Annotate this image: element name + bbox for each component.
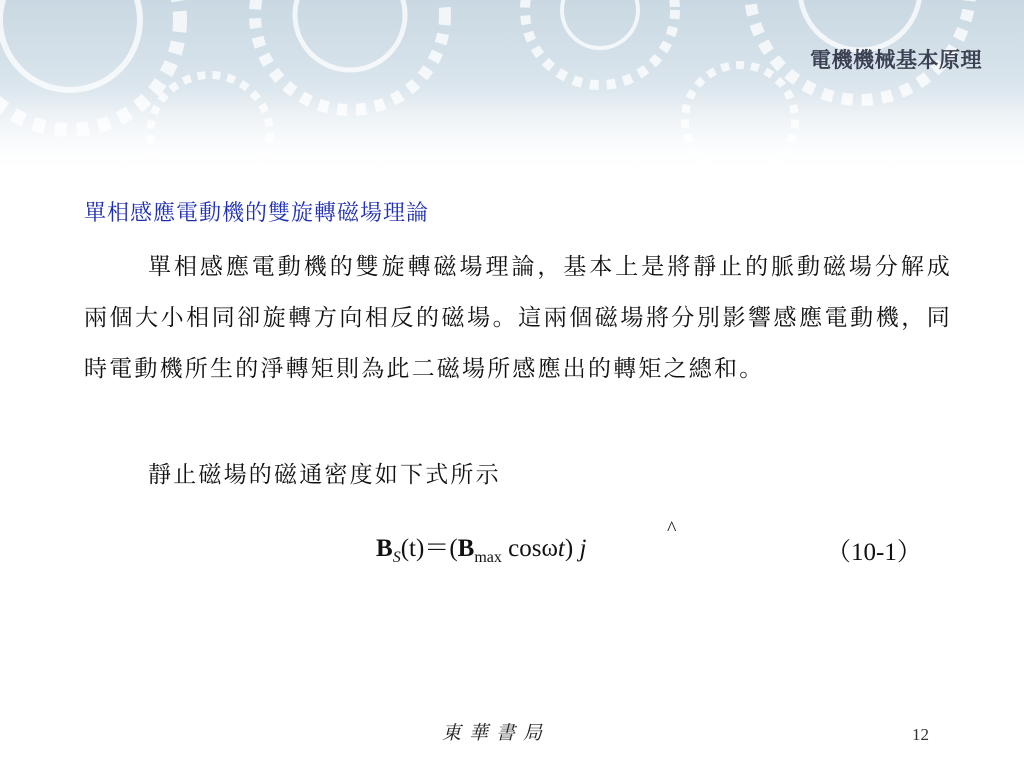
- eq-equals: ＝: [424, 535, 450, 562]
- paragraph-1: 單相感應電動機的雙旋轉磁場理論，基本上是將靜止的脈動磁場分解成兩個大小相同卻旋轉方向相反的磁場。這兩個磁場將分別影響感應電動機，同時電動機所生的淨轉矩則為此二磁場所感應出的轉矩之總和。: [84, 254, 952, 382]
- eq-hat: ^: [667, 518, 677, 540]
- eq-time-var: t: [557, 535, 565, 562]
- eq-lhs-arg: (t): [400, 535, 425, 562]
- header-banner: [0, 0, 1024, 175]
- eq-rhs-subscript: max: [474, 549, 502, 566]
- eq-rhs-symbol: B: [457, 535, 475, 562]
- paragraph-2: 靜止磁場的磁通密度如下式所示: [148, 462, 501, 488]
- brand-title: 電機機械基本原理: [810, 48, 982, 72]
- gears-graphic: [0, 0, 1024, 175]
- eq-lhs-symbol: B: [376, 535, 393, 562]
- section-heading: 單相感應電動機的雙旋轉磁場理論: [84, 201, 430, 226]
- eq-cos-omega: cosω: [501, 535, 558, 562]
- eq-open-paren: (: [449, 535, 458, 562]
- page-number: 12: [912, 725, 929, 744]
- publisher-name: 東華書局: [442, 722, 551, 744]
- equation: [376, 518, 677, 567]
- eq-unit-vector: j: [579, 535, 587, 562]
- eq-close-paren: ): [564, 535, 580, 562]
- eq-lhs-subscript: S: [392, 549, 401, 566]
- equation-number: （10-1）: [826, 539, 922, 566]
